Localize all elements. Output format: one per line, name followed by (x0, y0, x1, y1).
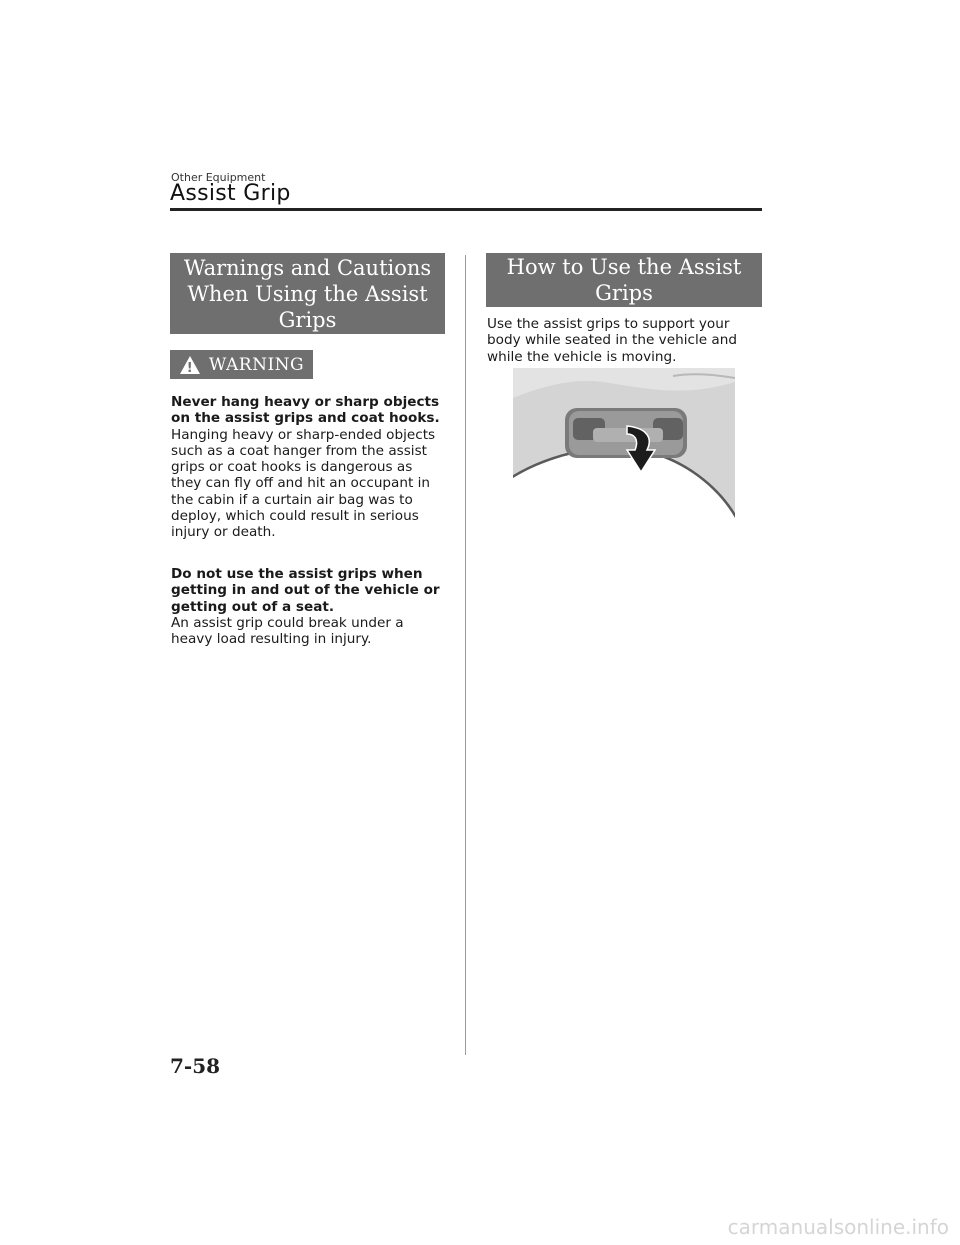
warning-triangle-icon (179, 355, 201, 375)
warnings-heading-text: Warnings and Cautions When Using the Assist Grips (183, 255, 432, 332)
header-rule (170, 208, 762, 211)
warning-2-bold: Do not use the assist grips when getting in and out of the vehicle or getting out of a seat. (171, 566, 440, 615)
page-title: Assist Grip (170, 181, 291, 206)
how-to-heading-text: How to Use the Assist Grips (506, 255, 742, 305)
warning-badge (170, 350, 313, 379)
header-section-label: Other Equipment (171, 171, 266, 184)
warning-1-bold: Never hang heavy or sharp objects on the assist grips and coat hooks. (171, 394, 440, 427)
how-to-body: Use the assist grips to support your body while seated in the vehicle and while the vehicle is moving. (487, 316, 737, 365)
assist-grip-illustration (513, 368, 735, 529)
warning-symbol: ! (186, 360, 194, 375)
column-divider (465, 255, 466, 1055)
watermark: carmanualsonline.info (727, 1215, 949, 1239)
warning-2-text: An assist grip could break under a heavy load resulting in injury. (171, 614, 404, 648)
warning-paragraph-1 (171, 394, 446, 541)
how-to-heading (486, 253, 762, 307)
warnings-heading (170, 253, 445, 334)
warning-1-text: Hanging heavy or sharp-ended objects such as a coat hanger from the assist grips or coat hooks is dangerous as they can fly off and hit an occupant in the cabin if a curtain air bag was to deploy, which could result in serious injury or death. (171, 426, 436, 541)
warning-paragraph-2 (171, 566, 446, 647)
page-number: 7-58 (170, 1054, 221, 1078)
warning-label: WARNING (208, 354, 305, 375)
